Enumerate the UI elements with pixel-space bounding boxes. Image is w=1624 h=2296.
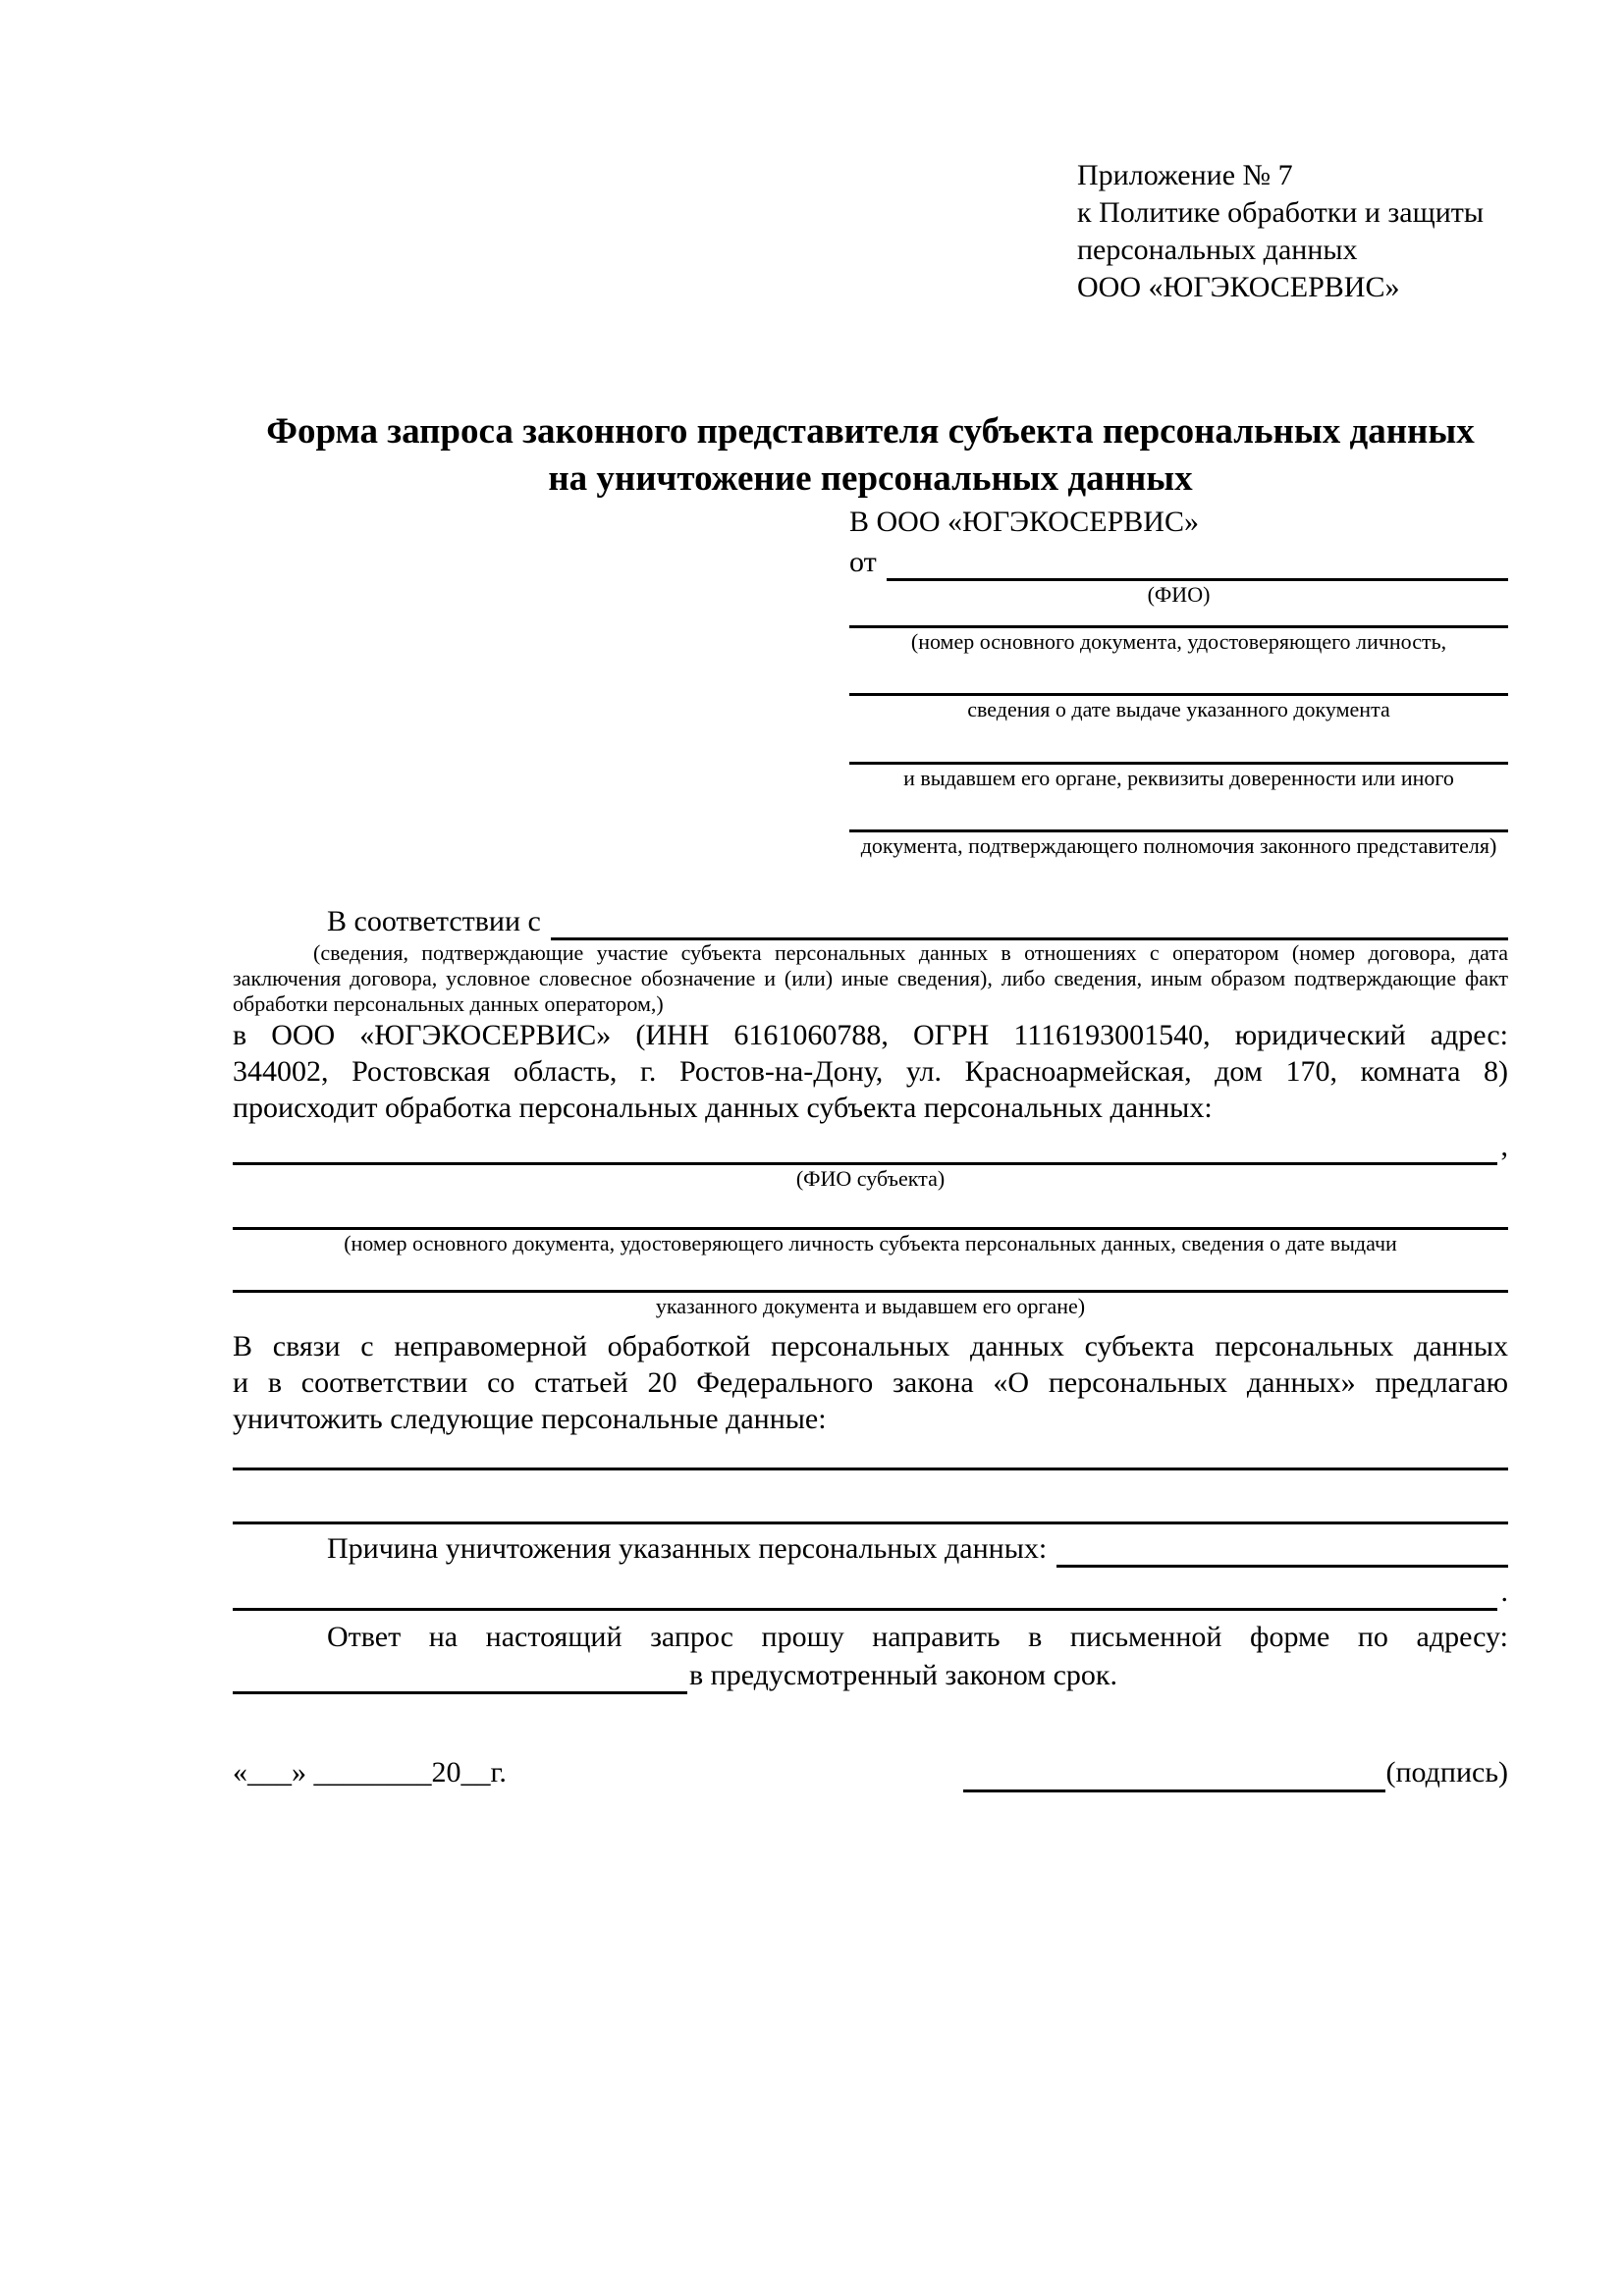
demand-line: и в соответствии со статьей 20 Федерального закона «О персональных данных» предлагаю xyxy=(233,1366,1508,1399)
date-blank: «___» ________20__г. xyxy=(233,1756,507,1789)
demand-line: уничтожить следующие персональные данные: xyxy=(233,1403,827,1435)
accordance-blank-line xyxy=(551,907,1508,940)
addressee-to: В ООО «ЮГЭКОСЕРВИС» xyxy=(849,506,1199,538)
accordance-row xyxy=(233,901,1508,940)
note-line: (сведения, подтверждающие участие субъекта персональных данных в отношениях с оператором (номер договора, дата xyxy=(313,940,1508,965)
signature-blank-line xyxy=(963,1759,1385,1792)
blank-caption: документа, подтверждающего полномочия законного представителя) xyxy=(860,833,1497,858)
subject-fio-caption: (ФИО субъекта) xyxy=(795,1166,946,1191)
blank-line xyxy=(233,1437,1508,1470)
appendix-line: персональных данных xyxy=(1077,234,1358,266)
appendix-line: ООО «ЮГЭКОСЕРВИС» xyxy=(1077,271,1400,303)
reason-row xyxy=(233,1528,1508,1568)
signature-caption: (подпись) xyxy=(1385,1756,1508,1789)
fio-caption: (ФИО) xyxy=(1147,582,1211,607)
operator-line: в ООО «ЮГЭКОСЕРВИС» (ИНН 6161060788, ОГРН 1116193001540, юридический адрес: xyxy=(233,1019,1508,1051)
demand-line: В связи с неправомерной обработкой персональных данных субъекта персональных данных xyxy=(233,1330,1508,1362)
reason-trailing-period: . xyxy=(1500,1575,1508,1608)
signature-group xyxy=(963,1753,1508,1792)
from-row xyxy=(849,542,1508,581)
note-line: заключения договора, условное словесное обозначение и (или) иные сведения), либо сведения, иным образом подтверждающие факт xyxy=(233,966,1508,990)
demand-paragraph xyxy=(233,1328,1508,1437)
blank-line xyxy=(233,1193,1508,1230)
blank-line xyxy=(849,609,1508,628)
reply-tail-text: в предусмотренный законом срок. xyxy=(689,1659,1117,1691)
reply-paragraph xyxy=(233,1619,1508,1655)
subject-doc-caption-bottom: указанного документа и выдавшем его органе) xyxy=(655,1294,1086,1318)
appendix-line: к Политике обработки и защиты xyxy=(1077,196,1485,229)
reason-label: Причина уничтожения указанных персональных данных: xyxy=(327,1532,1048,1565)
operator-line: происходит обработка персональных данных субъекта персональных данных: xyxy=(233,1092,1213,1124)
blank-line xyxy=(233,1257,1508,1293)
subject-doc-caption-top: (номер основного документа, удостоверяющего личность субъекта персональных данных, сведения о дате выдачи xyxy=(344,1231,1397,1255)
subject-fio-row xyxy=(233,1126,1508,1165)
from-label: от xyxy=(849,546,877,578)
reason-blank-line-2 xyxy=(233,1577,1497,1611)
from-blank-line xyxy=(887,548,1508,581)
reason-continuation-row xyxy=(233,1568,1508,1611)
footer-row xyxy=(233,1751,1508,1792)
reply-address-blank-line xyxy=(233,1661,687,1694)
blank-line xyxy=(849,723,1508,765)
subject-fio-blank-line xyxy=(233,1132,1497,1165)
reason-blank-line xyxy=(1056,1534,1508,1568)
blank-caption: и выдавшем его органе, реквизиты доверенности или иного xyxy=(903,766,1454,790)
operator-line: 344002, Ростовская область, г. Ростов-на-Дону, ул. Красноармейская, дом 170, комната 8) xyxy=(233,1055,1508,1088)
accordance-label: В соответствии с xyxy=(327,905,541,937)
blank-line xyxy=(233,1470,1508,1524)
operator-paragraph xyxy=(233,1017,1508,1126)
blank-caption: сведения о дате выдаче указанного документа xyxy=(967,697,1390,721)
title-line-2: на уничтожение персональных данных xyxy=(548,458,1193,499)
document-title xyxy=(233,408,1508,503)
title-line-1: Форма запроса законного представителя субъекта персональных данных xyxy=(266,411,1475,452)
blank-line xyxy=(849,656,1508,696)
note-line: обработки персональных данных оператором,) xyxy=(233,991,664,1016)
addressee-block xyxy=(849,503,1508,860)
appendix-block xyxy=(1077,157,1508,306)
reply-address-row xyxy=(233,1655,1508,1694)
appendix-line: Приложение № 7 xyxy=(1077,159,1293,191)
subject-fio-trailing-comma: , xyxy=(1500,1130,1508,1162)
accordance-note xyxy=(233,940,1508,1017)
blank-line xyxy=(849,792,1508,832)
blank-caption: (номер основного документа, удостоверяющего личность, xyxy=(910,629,1447,654)
reply-sentence: Ответ на настоящий запрос прошу направить в письменной форме по адресу: xyxy=(327,1621,1508,1653)
